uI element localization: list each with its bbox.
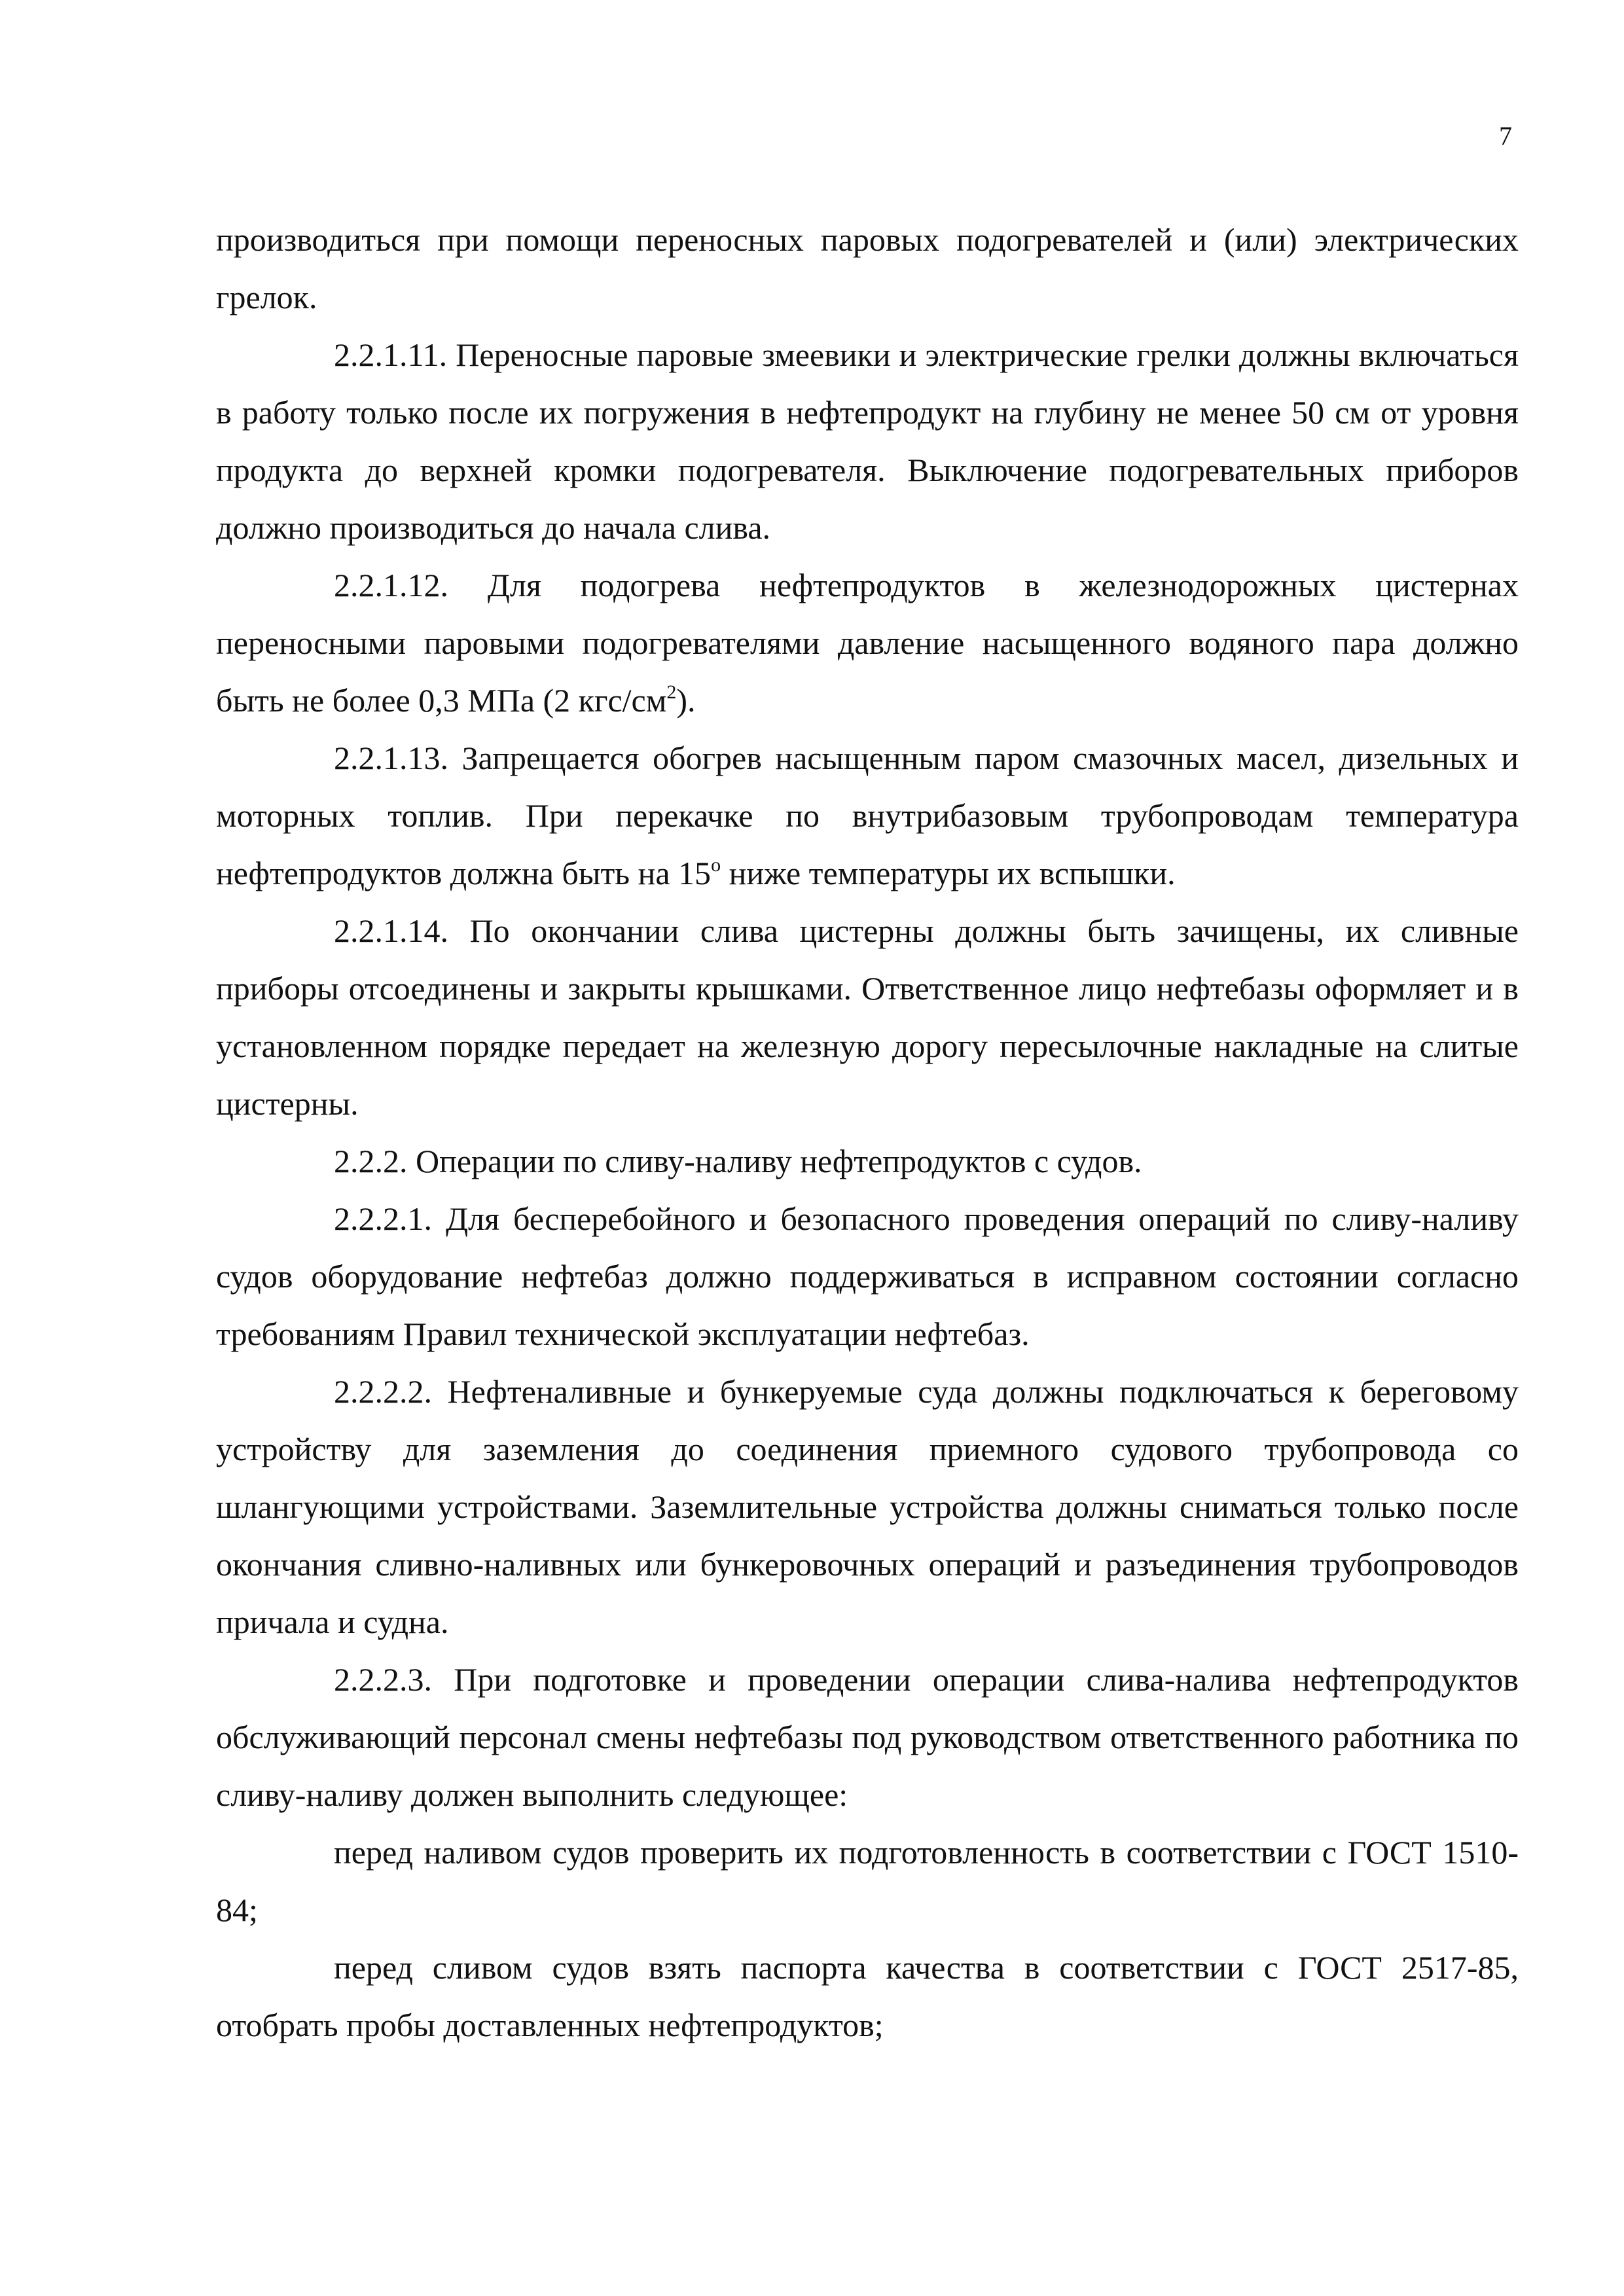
page-number: 7	[1499, 121, 1512, 151]
list-item-loading-check: перед наливом судов проверить их подготовленность в соответствии с ГОСТ 1510-84;	[216, 1834, 1519, 1928]
paragraph-text: ).	[676, 682, 696, 719]
paragraph-2-2-1-12	[216, 556, 1519, 729]
paragraph-2-2-1-13	[216, 729, 1519, 902]
paragraph-text: 2.2.1.12. Для подогрева нефтепродуктов в железнодорожных цистернах переносными паровыми подогревателями давление насыщенного водяного пара должно быть не более 0,3 МПа (2 кгс/см	[216, 567, 1519, 719]
paragraph-2-2-2-1: 2.2.2.1. Для бесперебойного и безопасного проведения операций по сливу-наливу судов оборудование нефтебаз должно поддерживаться в исправном состоянии согласно требованиям Правил технической эксплуатации нефтебаз.	[216, 1200, 1519, 1352]
paragraph-text: ниже температуры их вспышки.	[721, 855, 1176, 891]
paragraph-text: 2.2.1.13. Запрещается обогрев насыщенным паром смазочных масел, дизельных и моторных топлив. При перекачке по внутрибазовым трубопроводам температура нефтепродуктов должна быть на 15	[216, 740, 1519, 891]
paragraph-2-2-2-3: 2.2.2.3. При подготовке и проведении операции слива-налива нефтепродуктов обслуживающий персонал смены нефтебазы под руководством ответственного работника по сливу-наливу должен выполнить следующее:	[216, 1661, 1519, 1813]
list-item-unloading-samples: перед сливом судов взять паспорта качества в соответствии с ГОСТ 2517-85, отобрать пробы доставленных нефтепродуктов;	[216, 1949, 1519, 2043]
paragraph-continuation: производиться при помощи переносных паровых подогревателей и (или) электрических грелок.	[216, 221, 1519, 315]
paragraph-2-2-1-14: 2.2.1.14. По окончании слива цистерны должны быть зачищены, их сливные приборы отсоединены и закрыты крышками. Ответственное лицо нефтебазы оформляет и в установленном порядке передает на железную дорогу пересылочные накладные на слитые цистерны.	[216, 912, 1519, 1122]
document-body	[216, 211, 1519, 2054]
section-heading-2-2-2: 2.2.2. Операции по сливу-наливу нефтепродуктов с судов.	[334, 1143, 1142, 1179]
superscript: 2	[666, 681, 677, 703]
paragraph-2-2-2-2: 2.2.2.2. Нефтеналивные и бункеруемые суда должны подключаться к береговому устройству для заземления до соединения приемного судового трубопровода со шлангующими устройствами. Заземлительные устройства должны сниматься только после окончания сливно-наливных или бункеровочных операций и разъединения трубопроводов причала и судна.	[216, 1373, 1519, 1640]
superscript: о	[711, 854, 721, 876]
paragraph-2-2-1-11: 2.2.1.11. Переносные паровые змеевики и электрические грелки должны включаться в работу только после их погружения в нефтепродукт на глубину не менее 50 см от уровня продукта до верхней кромки подогревателя. Выключение подогревательных приборов должно производиться до начала слива.	[216, 336, 1519, 546]
